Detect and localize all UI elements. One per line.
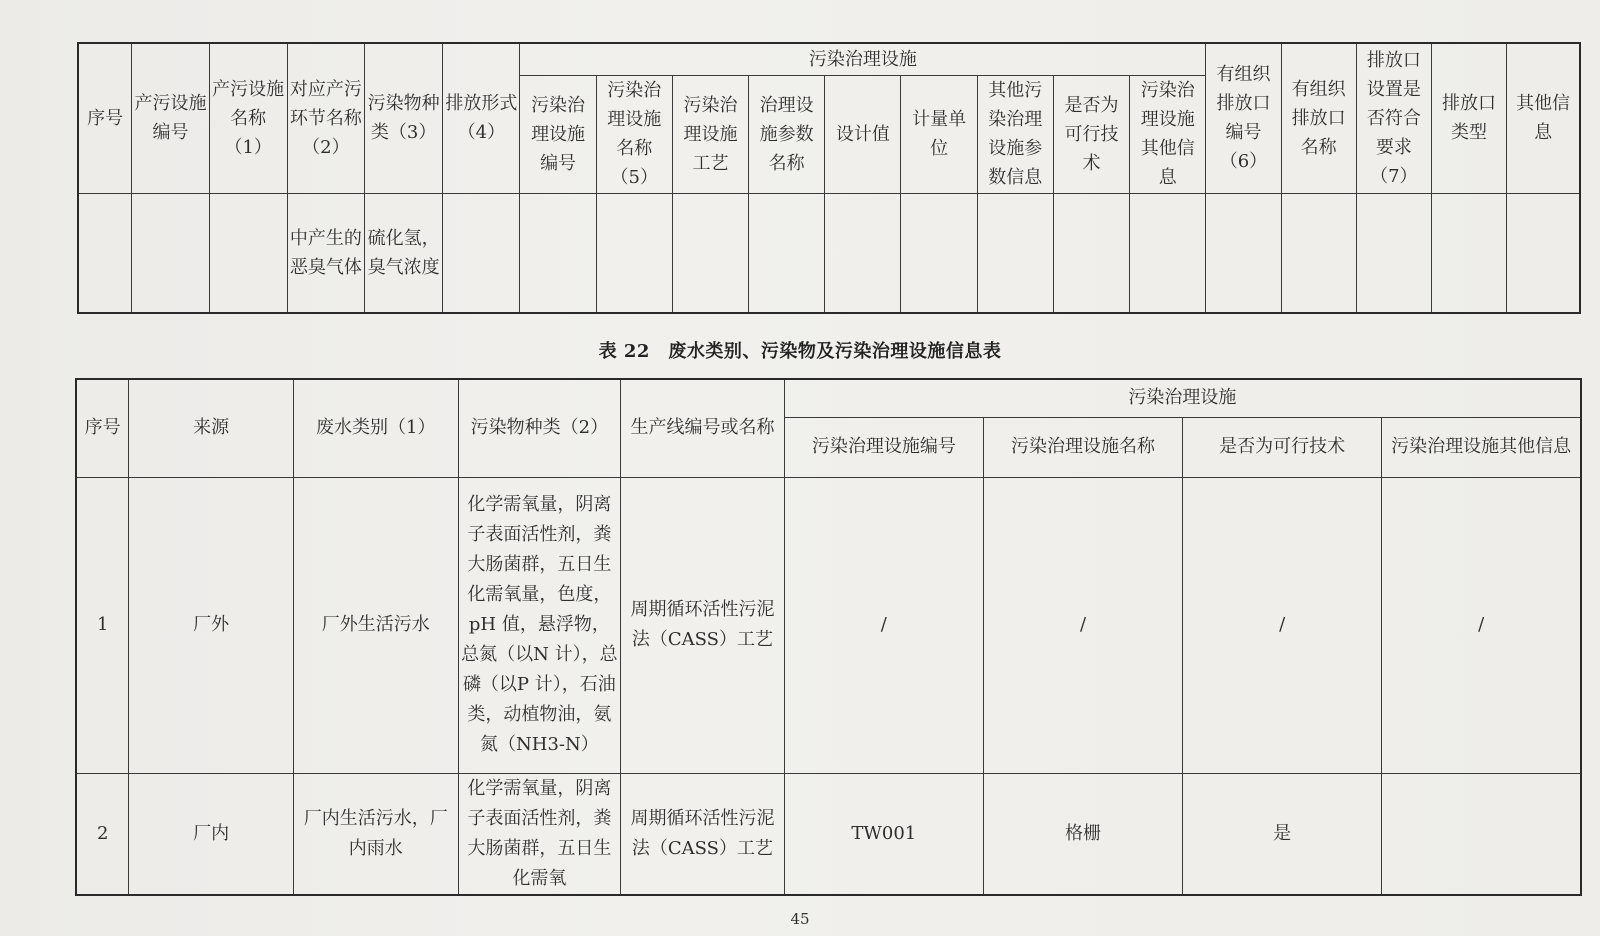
table-cell — [825, 193, 901, 313]
cell-production-line: 周期循环活性污泥法（CASS）工艺 — [621, 477, 785, 773]
header-unit: 计量单位 — [901, 75, 977, 193]
table-cell — [901, 193, 977, 313]
cell-seq: 1 — [76, 477, 129, 773]
header-treatment-group: 污染治理设施 — [784, 379, 1581, 417]
cell-category: 厂内生活污水，厂内雨水 — [293, 773, 458, 895]
header-pollutant-type: 污染物种类（3） — [365, 43, 443, 193]
header-facility-other: 污染治理设施其他信息 — [1130, 75, 1206, 193]
header-feasible: 是否为可行技术 — [1183, 417, 1382, 477]
cell-source: 厂外 — [129, 477, 294, 773]
header-param-name: 治理设施参数名称 — [749, 75, 825, 193]
table-row — [76, 773, 1581, 895]
header-source-facility-name: 产污设施名称（1） — [209, 43, 287, 193]
header-source-facility-no: 产污设施编号 — [132, 43, 209, 193]
table-cell — [1431, 193, 1506, 313]
cell-pollutants: 化学需氧量，阴离子表面活性剂，粪大肠菌群，五日生化需氧量，色度，pH 值，悬浮物，总氮（以N 计），总磷（以P 计），石油类，动植物油，氨氮（NH3-N） — [458, 477, 621, 773]
header-outlet-name: 有组织排放口名称 — [1281, 43, 1356, 193]
header-pollution-link: 对应产污环节名称（2） — [287, 43, 364, 193]
cell-category: 厂外生活污水 — [293, 477, 458, 773]
table-cell — [1356, 193, 1431, 313]
cell-feasible: 是 — [1183, 773, 1382, 895]
cell-production-line: 周期循环活性污泥法（CASS）工艺 — [621, 773, 785, 895]
table-cell — [596, 193, 672, 313]
table-cell — [1206, 193, 1281, 313]
header-other-info: 其他信息 — [1507, 43, 1580, 193]
table-cell — [1130, 193, 1206, 313]
header-outlet-compliance: 排放口设置是否符合要求（7） — [1356, 43, 1431, 193]
cell-facility-other: / — [1382, 477, 1581, 773]
header-seq: 序号 — [76, 379, 129, 477]
table-cell — [1507, 193, 1580, 313]
header-facility-no: 污染治理设施编号 — [520, 75, 596, 193]
header-wastewater-category: 废水类别（1） — [293, 379, 458, 477]
table-cell — [1053, 193, 1129, 313]
cell-source: 厂内 — [129, 773, 294, 895]
table-cell — [1281, 193, 1356, 313]
table-cell — [977, 193, 1053, 313]
page-number: 45 — [790, 910, 810, 928]
header-facility-no: 污染治理设施编号 — [784, 417, 983, 477]
table-cell-pollutant: 硫化氢，臭气浓度 — [365, 193, 443, 313]
header-feasible: 是否为可行技术 — [1053, 75, 1129, 193]
header-pollutant-type: 污染物种类（2） — [458, 379, 621, 477]
table-row — [76, 477, 1581, 773]
header-facility-name: 污染治理设施名称 — [983, 417, 1182, 477]
cell-pollutants: 化学需氧量，阴离子表面活性剂，粪大肠菌群，五日生化需氧 — [458, 773, 621, 895]
cell-facility-no: / — [784, 477, 983, 773]
table-row — [78, 193, 1580, 313]
table-cell — [443, 193, 520, 313]
cell-facility-no: TW001 — [784, 773, 983, 895]
cell-facility-other — [1382, 773, 1581, 895]
header-facility-name: 污染治理设施名称（5） — [596, 75, 672, 193]
cell-facility-name: 格栅 — [983, 773, 1182, 895]
header-other-params: 其他污染治理设施参数信息 — [977, 75, 1053, 193]
header-production-line: 生产线编号或名称 — [621, 379, 785, 477]
header-treatment-group: 污染治理设施 — [520, 43, 1206, 75]
wastewater-facility-table — [75, 378, 1582, 896]
table-cell — [672, 193, 748, 313]
header-source: 来源 — [129, 379, 294, 477]
cell-feasible: / — [1183, 477, 1382, 773]
header-design-value: 设计值 — [825, 75, 901, 193]
table-cell — [132, 193, 209, 313]
waste-gas-facility-table — [77, 42, 1581, 314]
cell-facility-name: / — [983, 477, 1182, 773]
table-cell — [78, 193, 132, 313]
table-cell — [520, 193, 596, 313]
table-cell — [209, 193, 287, 313]
header-emission-form: 排放形式（4） — [443, 43, 520, 193]
header-facility-other: 污染治理设施其他信息 — [1382, 417, 1581, 477]
header-seq: 序号 — [78, 43, 132, 193]
header-outlet-type: 排放口类型 — [1431, 43, 1506, 193]
table-caption: 表 22 废水类别、污染物及污染治理设施信息表 — [598, 341, 1002, 362]
table-cell-pollution-link: 中产生的恶臭气体 — [287, 193, 364, 313]
header-outlet-no: 有组织排放口编号（6） — [1206, 43, 1281, 193]
table-cell — [749, 193, 825, 313]
header-facility-process: 污染治理设施工艺 — [672, 75, 748, 193]
cell-seq: 2 — [76, 773, 129, 895]
